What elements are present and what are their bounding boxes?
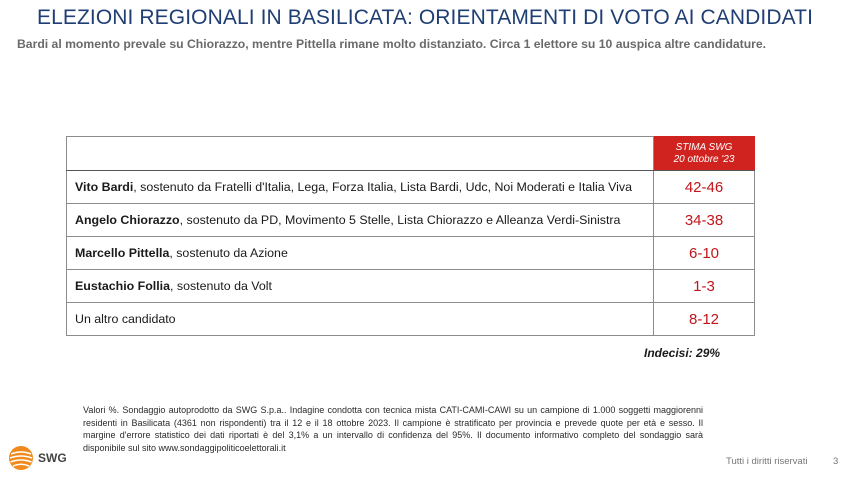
candidate-detail: , sostenuto da Azione [169,246,288,260]
candidate-cell [67,237,654,270]
estimate-value: 34-38 [654,204,755,237]
undecided-label: Indecisi: 29% [644,346,721,360]
column-header-line1: STIMA SWG [675,141,733,153]
candidate-cell [67,303,654,336]
table-header-row [67,137,755,171]
table-row [67,171,755,204]
candidate-name: Marcello Pittella [75,246,170,260]
estimate-value: 8-12 [654,303,755,336]
candidate-detail: , sostenuto da Volt [170,279,272,293]
candidate-name: Angelo Chiorazzo [75,213,180,227]
candidate-detail: , sostenuto da Fratelli d'Italia, Lega, Forza Italia, Lista Bardi, Udc, Noi Moderati e Italia Viva [133,180,632,194]
table-row [67,270,755,303]
candidate-cell [67,270,654,303]
candidate-name: Vito Bardi [75,180,134,194]
page-number: 3 [833,456,839,467]
column-header-line2: 20 ottobre '23 [673,153,735,165]
candidate-cell [67,204,654,237]
candidate-cell [67,171,654,204]
estimate-value: 1-3 [654,270,755,303]
table-row [67,237,755,270]
swg-logo-icon [8,445,34,471]
column-header-stima [654,137,755,171]
page-subtitle: Bardi al momento prevale su Chiorazzo, mentre Pittella rimane molto distanziato. Circa 1 elettore su 10 auspica altre candidature. [17,37,767,51]
rights-reserved: Tutti i diritti riservati [726,456,808,467]
logo-text: SWG [38,451,67,465]
table-row [67,303,755,336]
page-title: ELEZIONI REGIONALI IN BASILICATA: ORIENTAMENTI DI VOTO AI CANDIDATI [36,6,814,29]
candidate-detail: Un altro candidato [75,312,176,326]
table-header-blank [67,137,654,171]
poll-table [66,136,755,336]
estimate-value: 6-10 [654,237,755,270]
methodology-footnote: Valori %. Sondaggio autoprodotto da SWG S.p.a.. Indagine condotta con tecnica mista CATI-CAMI-CAWI su un campione di 1.000 soggetti maggiorenni residenti in Basilicata (4361 non rispondenti) tra il 12 e il 18 ottobre 2023. Il campione è stratificato per provincia e prevede quote per età e sesso. Il margine d'errore statistico dei dati riportati è del 3,1% a un intervallo di confidenza del 95%. Il documento informativo completo del sondaggio sarà disponibile sul sito www.sondaggipoliticoelettorali.it [83,405,703,453]
candidate-detail: , sostenuto da PD, Movimento 5 Stelle, Lista Chiorazzo e Alleanza Verdi-Sinistra [179,213,621,227]
candidate-name: Eustachio Follia [75,279,171,293]
table-row [67,204,755,237]
swg-logo [8,445,67,471]
estimate-value: 42-46 [654,171,755,204]
